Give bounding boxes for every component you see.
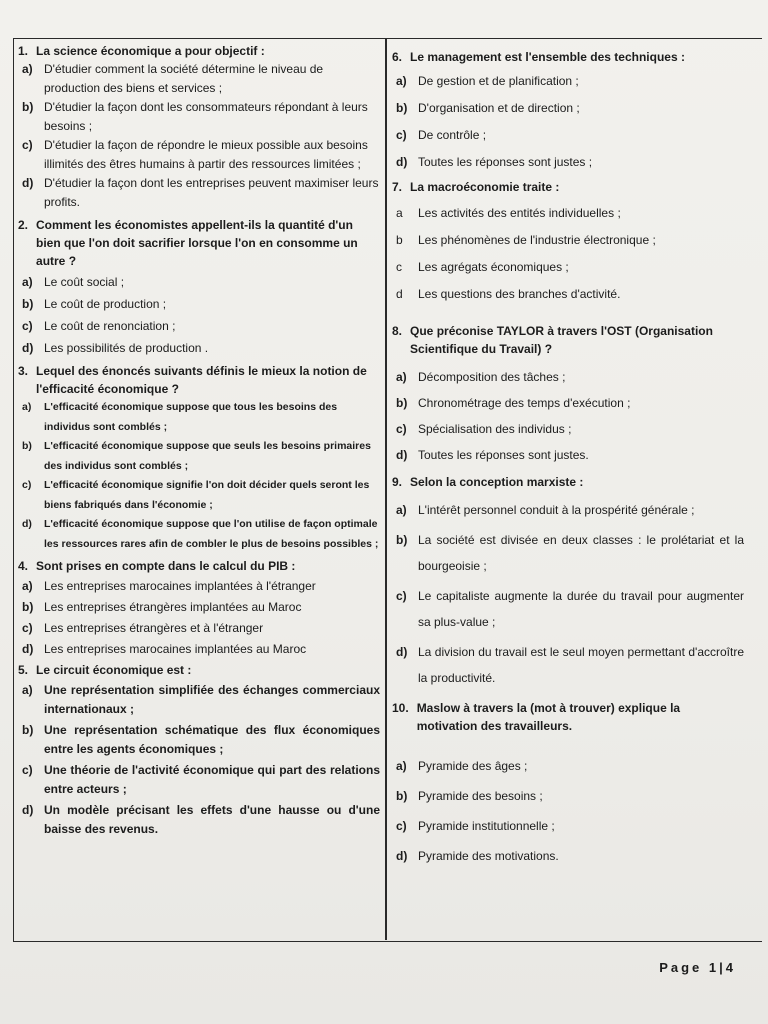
question-number: 9. [392, 475, 403, 489]
option-label: c [396, 260, 402, 274]
option-label: a) [22, 62, 33, 76]
option-4c [18, 619, 380, 638]
option-3b [18, 437, 380, 476]
option-8b [392, 394, 744, 413]
option-3c [18, 476, 380, 515]
option-text: D'organisation et de direction ; [418, 101, 580, 115]
option-text: Chronométrage des temps d'exécution ; [418, 396, 631, 410]
option-10d [392, 847, 744, 866]
option-text: Le capitaliste augmente la durée du travail pour augmenter sa plus-value ; [418, 589, 744, 629]
question-5-options [18, 681, 380, 839]
question-4 [18, 557, 380, 659]
question-text: Le circuit économique est : [36, 663, 192, 677]
option-text: Une représentation schématique des flux économiques entre les agents économiques ; [44, 723, 380, 756]
option-5d [18, 801, 380, 839]
option-label: a) [22, 683, 33, 697]
option-text: Les entreprises étrangères implantées au Maroc [44, 600, 302, 614]
option-text: De contrôle ; [418, 128, 487, 142]
option-7d [392, 285, 744, 304]
option-text: De gestion et de planification ; [418, 74, 579, 88]
question-9 [392, 473, 744, 691]
option-10a [392, 757, 744, 776]
option-label: b) [22, 440, 32, 452]
option-label: a) [396, 759, 407, 773]
question-10-options [392, 757, 744, 866]
option-text: Les phénomènes de l'industrie électronique ; [418, 233, 656, 247]
option-label: d) [22, 642, 34, 656]
question-number: 6. [392, 50, 403, 64]
option-text: D'étudier comment la société détermine le niveau de production des biens et services ; [44, 62, 324, 95]
question-2 [18, 216, 380, 358]
option-text: Le coût de production ; [44, 297, 167, 311]
option-label: a [396, 206, 403, 220]
question-number: 1. [18, 44, 29, 58]
option-6d [392, 153, 744, 172]
question-text: Le management est l'ensemble des techniques : [410, 50, 685, 64]
question-text: Que préconise TAYLOR à travers l'OST (Organisation Scientifique du Travail) ? [410, 324, 713, 356]
option-text: Pyramide des âges ; [418, 759, 528, 773]
question-text: La science économique a pour objectif : [36, 44, 265, 58]
option-6a [392, 72, 744, 91]
option-10c [392, 817, 744, 836]
option-text: Spécialisation des individus ; [418, 422, 572, 436]
question-6 [392, 48, 744, 172]
option-label: b) [396, 396, 408, 410]
option-label: a) [22, 579, 33, 593]
option-label: b) [22, 100, 34, 114]
option-1d [18, 174, 380, 212]
option-label: c) [22, 763, 33, 777]
option-label: d [396, 287, 403, 301]
option-label: c) [396, 422, 407, 436]
option-label: c) [22, 138, 33, 152]
option-6c [392, 126, 744, 145]
option-text: Les activités des entités individuelles ; [418, 206, 621, 220]
question-number: 8. [392, 324, 403, 338]
question-text: Comment les économistes appellent-ils la quantité d'un bien que l'on doit sacrifier lorsque l'on en consomme un autre ? [36, 218, 358, 268]
option-text: Les agrégats économiques ; [418, 260, 569, 274]
option-text: Pyramide institutionnelle ; [418, 819, 555, 833]
option-label: d) [396, 448, 408, 462]
option-label: c) [22, 319, 33, 333]
option-2a [18, 273, 380, 292]
option-6b [392, 99, 744, 118]
option-9a [392, 497, 744, 523]
option-label: b) [22, 297, 34, 311]
right-column [392, 48, 744, 866]
option-text: Toutes les réponses sont justes ; [418, 155, 593, 169]
option-text: Les possibilités de production . [44, 341, 209, 355]
option-label: b [396, 233, 403, 247]
option-text: La société est divisée en deux classes : le prolétariat et la bourgeoisie ; [418, 533, 744, 573]
option-5b [18, 721, 380, 759]
option-label: b) [396, 533, 408, 547]
left-column [18, 40, 380, 839]
option-label: b) [22, 723, 34, 737]
column-divider [385, 38, 387, 940]
option-8a [392, 368, 744, 387]
option-7c [392, 258, 744, 277]
option-label: d) [22, 518, 32, 530]
option-label: a) [396, 503, 407, 517]
option-label: d) [22, 803, 34, 817]
question-number: 2. [18, 218, 29, 232]
question-text: La macroéconomie traite : [410, 180, 560, 194]
option-text: Le coût social ; [44, 275, 125, 289]
question-number: 7. [392, 180, 403, 194]
option-text: Pyramide des motivations. [418, 849, 559, 863]
option-label: b) [396, 101, 408, 115]
option-4a [18, 577, 380, 596]
option-5c [18, 761, 380, 799]
question-number: 10. [392, 701, 409, 715]
option-9d [392, 639, 744, 691]
question-text: Sont prises en compte dans le calcul du PIB : [36, 559, 296, 573]
option-text: La division du travail est le seul moyen permettant d'accroître la productivité. [418, 645, 744, 685]
option-5a [18, 681, 380, 719]
option-1c [18, 136, 380, 174]
option-7b [392, 231, 744, 250]
option-text: L'efficacité économique suppose que l'on utilise de façon optimale les ressources rares afin de combler le plus de besoins possibles ; [44, 518, 379, 550]
option-label: d) [396, 155, 408, 169]
option-label: a) [396, 370, 407, 384]
option-9c [392, 583, 744, 635]
option-2b [18, 295, 380, 314]
question-7 [392, 178, 744, 304]
option-text: Toutes les réponses sont justes. [418, 448, 589, 462]
question-number: 5. [18, 663, 29, 677]
option-3a [18, 398, 380, 437]
option-4d [18, 640, 380, 659]
question-number: 3. [18, 364, 29, 378]
option-label: b) [396, 789, 408, 803]
option-label: c) [396, 128, 407, 142]
question-9-options [392, 497, 744, 691]
option-text: D'étudier la façon dont les entreprises peuvent maximiser leurs profits. [44, 176, 379, 209]
option-label: c) [22, 621, 33, 635]
option-text: D'étudier la façon dont les consommateurs répondant à leurs besoins ; [44, 100, 368, 133]
option-10b [392, 787, 744, 806]
option-text: L'efficacité économique suppose que tous les besoins des individus sont comblés ; [44, 401, 338, 433]
question-text: Lequel des énoncés suivants définis le mieux la notion de l'efficacité économique ? [36, 364, 367, 396]
option-text: Un modèle précisant les effets d'une hausse ou d'une baisse des revenus. [44, 803, 380, 836]
option-label: c) [396, 819, 407, 833]
option-text: Une représentation simplifiée des échanges commerciaux internationaux ; [44, 683, 380, 716]
option-label: b) [22, 600, 34, 614]
question-text: Selon la conception marxiste : [410, 475, 584, 489]
option-label: a) [22, 275, 33, 289]
option-8d [392, 446, 744, 465]
option-label: d) [396, 645, 408, 659]
option-text: Pyramide des besoins ; [418, 789, 543, 803]
question-10 [392, 699, 744, 866]
question-4-options [18, 577, 380, 659]
option-text: Décomposition des tâches ; [418, 370, 566, 384]
option-text: L'efficacité économique signifie l'on doit décider quels seront les biens fabriqués dans l'économie ; [44, 479, 370, 511]
page-number: Page 1|4 [659, 960, 736, 975]
option-label: a) [22, 401, 32, 413]
option-2c [18, 317, 380, 336]
option-8c [392, 420, 744, 439]
question-1 [18, 42, 380, 212]
option-text: L'efficacité économique suppose que seuls les besoins primaires des individus sont comblés ; [44, 440, 371, 472]
question-8 [392, 322, 744, 465]
option-text: Le coût de renonciation ; [44, 319, 176, 333]
option-label: d) [22, 176, 34, 190]
question-5 [18, 661, 380, 839]
option-7a [392, 204, 744, 223]
option-2d [18, 339, 380, 358]
option-text: D'étudier la façon de répondre le mieux possible aux besoins illimités des êtres humains à partir des ressources limitées ; [44, 138, 368, 171]
option-text: Les questions des branches d'activité. [418, 287, 621, 301]
option-label: c) [22, 479, 32, 491]
option-text: Les entreprises marocaines implantées à l'étranger [44, 579, 316, 593]
question-text: Maslow à travers la (mot à trouver) explique la motivation des travailleurs. [416, 701, 681, 733]
option-9b [392, 527, 744, 579]
option-1a [18, 60, 380, 98]
option-label: c) [396, 589, 407, 603]
question-3 [18, 362, 380, 554]
option-label: d) [396, 849, 408, 863]
option-text: Les entreprises marocaines implantées au Maroc [44, 642, 307, 656]
option-3d [18, 515, 380, 554]
question-number: 4. [18, 559, 29, 573]
option-text: Une théorie de l'activité économique qui part des relations entre acteurs ; [44, 763, 380, 796]
option-label: a) [396, 74, 407, 88]
option-label: d) [22, 341, 34, 355]
option-4b [18, 598, 380, 617]
question-3-options [18, 398, 380, 554]
option-text: L'intérêt personnel conduit à la prospérité générale ; [418, 503, 695, 517]
option-1b [18, 98, 380, 136]
option-text: Les entreprises étrangères et à l'étranger [44, 621, 264, 635]
